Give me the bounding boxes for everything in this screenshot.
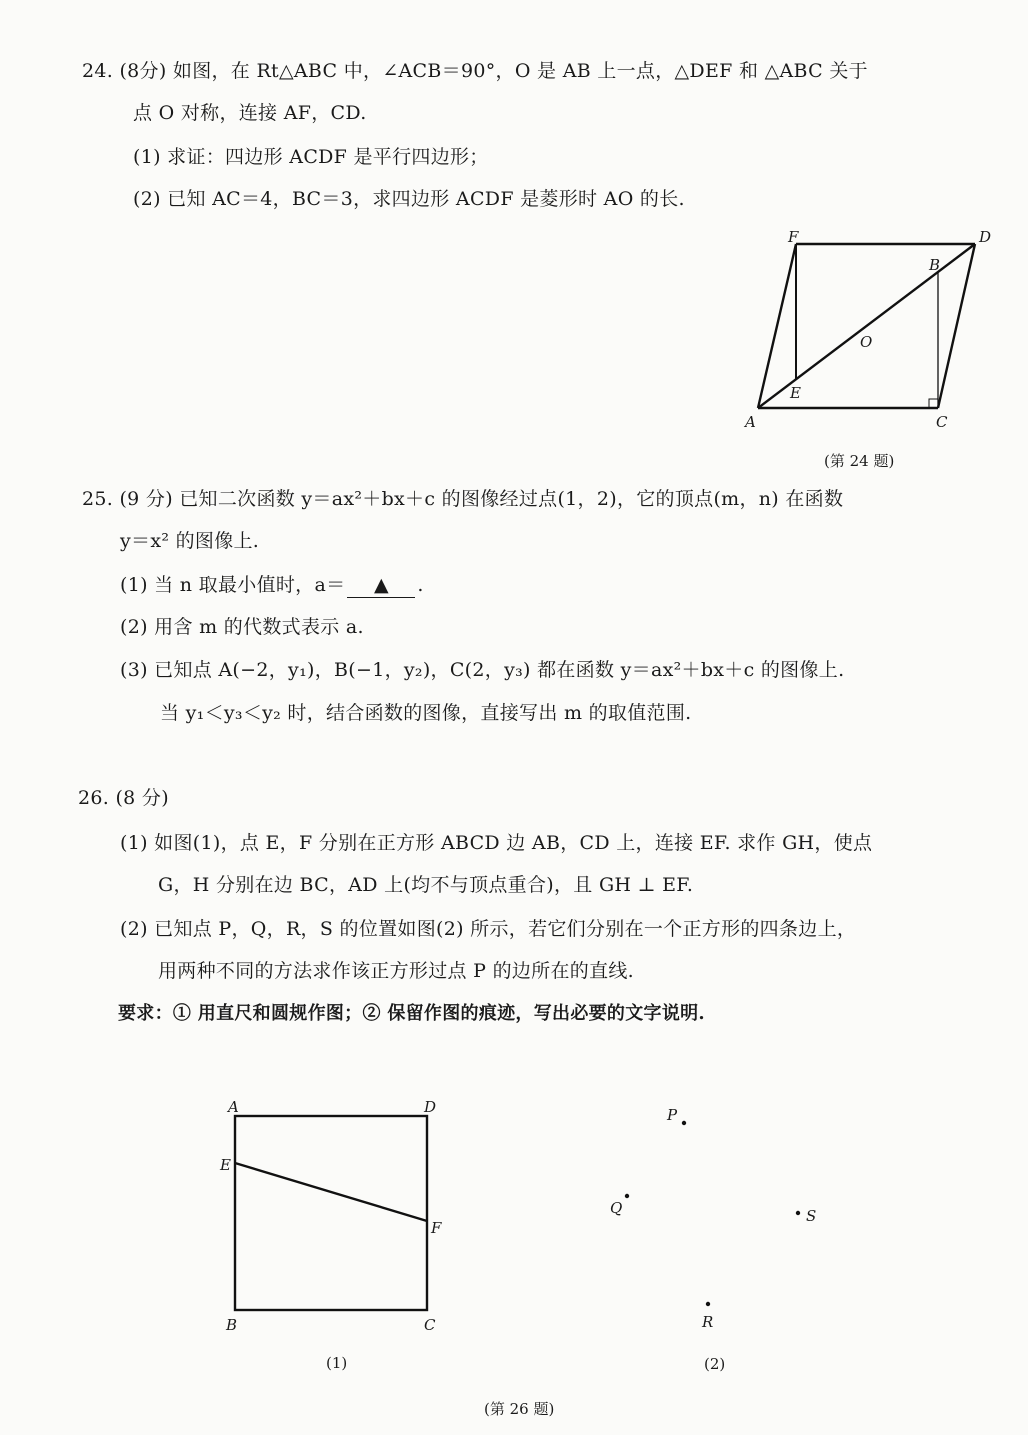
answer-blank: ▲ [347, 574, 415, 598]
fig2-caption: (2) [704, 1355, 726, 1373]
q24-caption: (第 24 题) [824, 452, 895, 470]
fig1-label-B: B [226, 1316, 238, 1334]
fig1-label-C: C [424, 1316, 436, 1334]
fig2-label-Q: Q [610, 1199, 623, 1217]
q25-line1: 25. (9 分) 已知二次函数 y＝ax²＋bx＋c 的图像经过点(1，2)，它的顶点(m，n) 在函数 [82, 488, 844, 510]
q26-part1-line2: G，H 分别在边 BC，AD 上(均不与顶点重合)，且 GH ⊥ EF. [158, 874, 694, 896]
point-S [796, 1211, 800, 1215]
fig1-label-E: E [220, 1156, 231, 1174]
q24-label-A: A [745, 413, 756, 431]
q26-part2-line2: 用两种不同的方法求作该正方形过点 P 的边所在的直线. [158, 960, 635, 982]
q24-label-B: B [929, 256, 941, 274]
q26-requirements: 要求：① 用直尺和圆规作图；② 保留作图的痕迹，写出必要的文字说明. [118, 1003, 705, 1024]
q26-part1-line1: (1) 如图(1)，点 E，F 分别在正方形 ABCD 边 AB，CD 上，连接 EF. 求作 GH，使点 [120, 832, 873, 854]
q25-part2: (2) 用含 m 的代数式表示 a. [120, 616, 364, 638]
q25-line2: y＝x² 的图像上. [120, 530, 260, 552]
q24-label-D: D [979, 228, 992, 246]
point-Q [625, 1194, 629, 1198]
q24-part1: (1) 求证：四边形 ACDF 是平行四边形； [133, 146, 489, 168]
q24-label-F: F [788, 228, 799, 246]
fig1-caption: (1) [326, 1354, 348, 1372]
fig2-label-P: P [667, 1106, 678, 1124]
q24-label-E: E [790, 384, 801, 402]
q26-line1: 26. (8 分) [78, 787, 169, 809]
q25-part1-suffix: . [417, 574, 424, 596]
q24-label-C: C [936, 413, 948, 431]
point-R [706, 1302, 710, 1306]
q25-part1-prefix: (1) 当 n 取最小值时，a＝ [120, 574, 346, 596]
q24-part2: (2) 已知 AC＝4，BC＝3，求四边形 ACDF 是菱形时 AO 的长. [133, 188, 685, 210]
fig1-label-F: F [431, 1219, 442, 1237]
q25-part3-line1: (3) 已知点 A(−2，y₁)，B(−1，y₂)，C(2，y₃) 都在函数 y＝ax²＋bx＋c 的图像上. [120, 659, 845, 681]
fig1-label-A: A [228, 1098, 239, 1116]
q26-caption: (第 26 题) [484, 1400, 555, 1418]
q25-part3-line2: 当 y₁＜y₃＜y₂ 时，结合函数的图像，直接写出 m 的取值范围. [160, 702, 692, 724]
q24-line1: 24. (8分) 如图，在 Rt△ABC 中，∠ACB＝90°，O 是 AB 上一点，△DEF 和 △ABC 关于 [82, 60, 868, 82]
q26-part2-line1: (2) 已知点 P，Q，R，S 的位置如图(2) 所示，若它们分别在一个正方形的四条边上， [120, 918, 857, 940]
fig1-label-D: D [424, 1098, 437, 1116]
point-P [682, 1121, 686, 1125]
q24-line2: 点 O 对称，连接 AF，CD. [133, 102, 367, 124]
q24-label-O: O [860, 333, 873, 351]
fig2-label-R: R [702, 1313, 714, 1331]
fig2-label-S: S [806, 1207, 817, 1225]
